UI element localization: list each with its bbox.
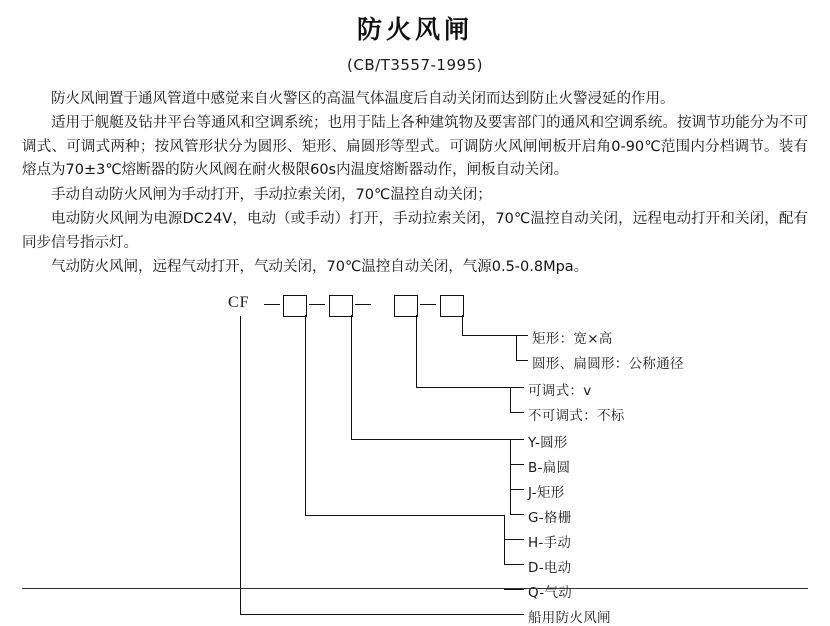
diagram-hline-legend-7 xyxy=(510,489,524,490)
diagram-legend-12: 船用防火风闸 xyxy=(528,609,611,626)
diagram-hline-legend-9 xyxy=(504,539,524,540)
diagram-dash-4 xyxy=(420,304,436,305)
diagram-hline-prefix xyxy=(240,614,524,615)
diagram-legend-4: 不可调式：不标 xyxy=(528,407,625,424)
diagram-vline-box1 xyxy=(305,315,306,515)
diagram-hline-box4 xyxy=(462,335,516,336)
diagram-legend-3: 可调式：v xyxy=(528,382,592,399)
diagram-legend-9: H-手动 xyxy=(528,534,572,551)
diagram-dash-2 xyxy=(309,304,325,305)
document-page xyxy=(0,10,830,626)
diagram-vline-box3 xyxy=(416,315,417,387)
diagram-hline-legend-3 xyxy=(510,387,524,388)
paragraph-3: 手动自动防火风闸为手动打开，手动拉索关闭，70℃温控自动关闭； xyxy=(51,186,492,203)
body-text xyxy=(22,88,808,280)
diagram-vline-box3-b xyxy=(510,387,511,412)
diagram-legend-7: J-矩形 xyxy=(528,484,565,501)
paragraph-4: 电动防火风闸为电源DC24V，电动（或手动）打开，手动拉索关闭，70℃温控自动关闭，远程电动打开和关闭，配有同步信号指示灯。 xyxy=(22,211,808,251)
paragraph-2: 适用于舰艇及钻井平台等通风和空调系统；也用于陆上各种建筑物及要害部门的通风和空调系统。按调节功能分为不可调式、可调式两种；按风管形状分为圆形、矩形、扁圆形等型式。可调防火风闸闸板开启角0-90℃范围内分档调节。装有熔点为70±3℃熔断器的防火风阀在耐火极限60s内温度熔断器动作，闸板自动关闭。 xyxy=(22,115,808,179)
diagram-vline-box4-b xyxy=(516,335,517,360)
model-code-diagram xyxy=(0,293,830,626)
diagram-hline-box2 xyxy=(351,439,510,440)
diagram-legend-1: 矩形：宽×高 xyxy=(532,330,613,347)
paragraph-1: 防火风闸置于通风管道中感觉来自火警区的高温气体温度后自动关闭而达到防止火警浸延的作用。 xyxy=(51,91,675,107)
diagram-hline-legend-1 xyxy=(516,335,528,336)
diagram-legend-11: Q-气动 xyxy=(528,584,573,601)
diagram-hline-legend-5 xyxy=(510,439,524,440)
diagram-legend-10: D-电动 xyxy=(528,559,572,576)
diagram-prefix-label: CF xyxy=(228,293,250,311)
diagram-hline-legend-10 xyxy=(504,564,524,565)
diagram-vline-box4 xyxy=(462,315,463,335)
page-title: 防火风闸 xyxy=(356,15,473,44)
diagram-hline-legend-2 xyxy=(516,360,528,361)
diagram-vline-box1-b xyxy=(504,515,505,565)
diagram-hline-legend-11 xyxy=(504,589,524,590)
diagram-legend-8: G-格栅 xyxy=(528,509,572,526)
diagram-hline-box3 xyxy=(416,387,510,388)
standard-code: (CB/T3557-1995) xyxy=(347,56,483,74)
diagram-box-4 xyxy=(440,295,464,317)
diagram-hline-legend-8 xyxy=(510,514,524,515)
diagram-legend-2: 圆形、扁圆形：公称通径 xyxy=(532,355,684,372)
diagram-legend-5: Y-圆形 xyxy=(528,434,568,451)
diagram-dash-3 xyxy=(355,304,371,305)
diagram-hline-box1 xyxy=(305,515,504,516)
diagram-box-1 xyxy=(283,295,307,317)
bottom-divider xyxy=(22,588,808,589)
diagram-vline-box2-b xyxy=(510,439,511,514)
diagram-vline-box2 xyxy=(351,315,352,439)
diagram-dash-1 xyxy=(264,304,280,305)
diagram-hline-legend-4 xyxy=(510,412,524,413)
diagram-box-2 xyxy=(329,295,353,317)
diagram-hline-legend-6 xyxy=(510,464,524,465)
paragraph-5: 气动防火风闸，远程气动打开，气动关闭，70℃温控自动关闭，气源0.5-0.8Mpa。 xyxy=(51,259,589,276)
diagram-legend-6: B-扁圆 xyxy=(528,459,571,476)
diagram-box-3 xyxy=(394,295,418,317)
diagram-vline-prefix xyxy=(240,316,241,614)
